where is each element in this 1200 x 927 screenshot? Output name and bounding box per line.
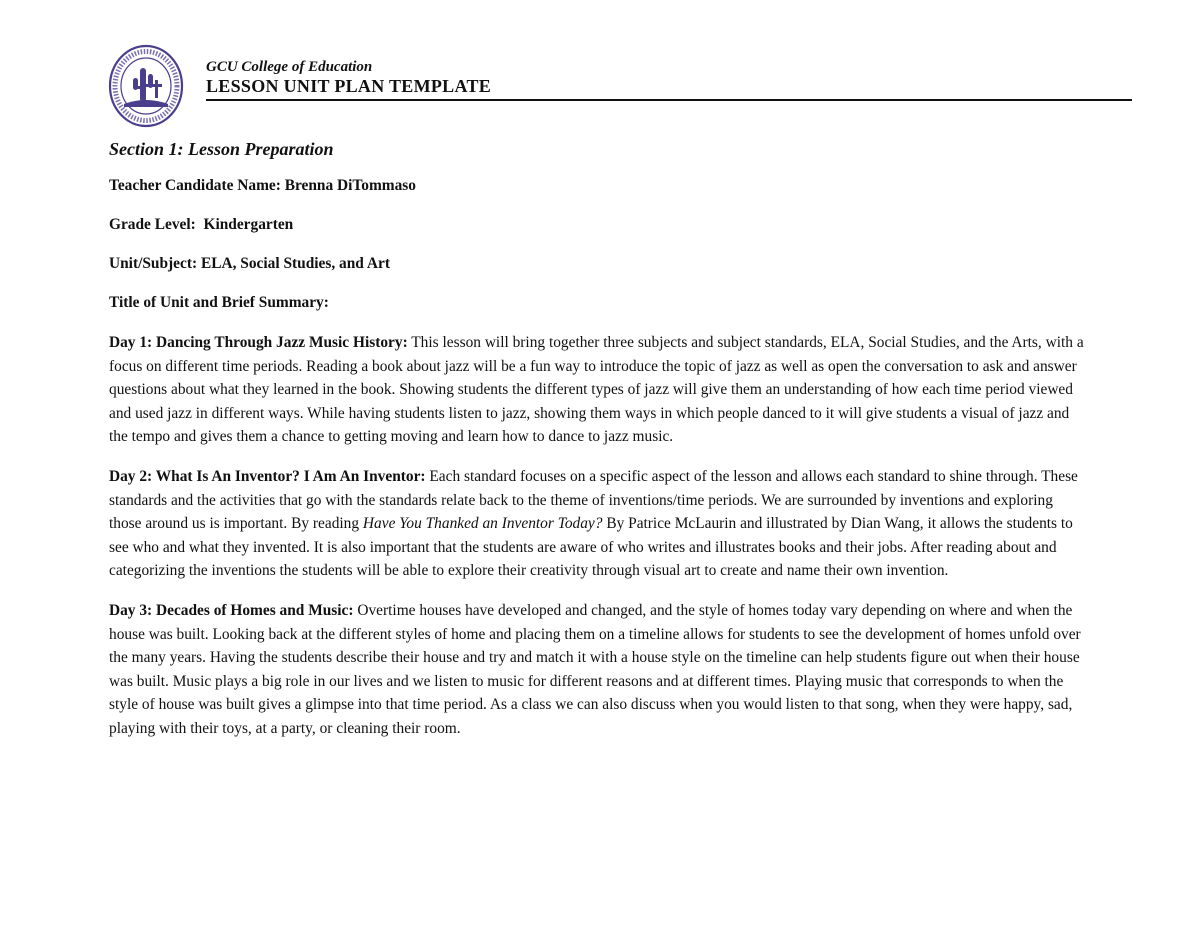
unit-title-label: Title of Unit and Brief Summary:	[109, 294, 329, 311]
teacher-name-label: Teacher Candidate Name:	[109, 177, 281, 194]
day-1-heading: Day 1: Dancing Through Jazz Music History:	[109, 334, 408, 351]
day-2-text-after: By Patrice McLaurin and illustrated by Dian Wang, it allows the students to see who and what they invented. It is also important that the students are aware of who writes and illustrates books and their jobs. After reading about and categorizing the inventions the students will be able to explore their creativity through visual art to create and name their own invention.	[109, 515, 1073, 580]
day-2-book-title: Have You Thanked an Inventor Today?	[362, 515, 603, 533]
day-2-text-before: Each standard focuses on a specific aspect of the lesson and allows each standard to shine through. These standards and the activities that go with the standards relate back to the theme of inventions/time periods. We are surrounded by inventions and exploring those around us is important. By reading	[109, 467, 1078, 533]
university-seal-icon	[108, 44, 184, 128]
template-title: LESSON UNIT PLAN TEMPLATE	[206, 76, 492, 96]
day-1-text: This lesson will bring together three subjects and subject standards, ELA, Social Studies, and the Arts, with a focus on different time periods. Reading a book about jazz will be a fun way to introduce the topic of jazz as well as open the conversation to ask and answer questions about what they learned in the book. Showing students the different types of jazz will give them an understanding of how each time period viewed and used jazz in different ways. While having students listen to jazz, showing them ways in which people danced to it will give students a visual of jazz and the tempo and gives them a chance to getting moving and learn how to dance to jazz music.	[109, 334, 1084, 446]
grade-level-label: Grade Level:	[109, 216, 196, 233]
day-2-heading: Day 2: What Is An Inventor? I Am An Inventor:	[109, 467, 426, 485]
day-3-summary	[109, 599, 1089, 741]
college-name: GCU College of Education	[206, 59, 373, 75]
unit-subject-value: ELA, Social Studies, and Art	[200, 255, 390, 272]
grade-level-value: Kindergarten	[203, 216, 294, 233]
teacher-name-field	[109, 175, 1089, 197]
unit-subject-field	[109, 253, 1089, 275]
day-1-summary	[109, 331, 1089, 449]
document-body	[109, 138, 1089, 757]
day-3-heading: Day 3: Decades of Homes and Music:	[109, 601, 354, 619]
teacher-name-value: Brenna DiTommaso	[284, 177, 416, 194]
day-2-summary	[109, 465, 1089, 583]
document-header	[206, 58, 491, 96]
grade-level-field	[109, 214, 1089, 236]
day-3-text: Overtime houses have developed and changed, and the style of homes today vary depending on where and when the house was built. Looking back at the different styles of home and placing them on a timeline allows for students to see the development of homes unfold over the many years. Having the students describe their house and try and match it with a house style on the timeline can help students figure out when their house was built. Music plays a big role in our lives and we listen to music for different reasons and at different times. Playing music that corresponds to when the style of house was built gives a glimpse into that time period. As a class we can also discuss when you would listen to that song, when they were happy, sad, playing with their toys, at a party, or cleaning their room.	[109, 601, 1081, 737]
header-divider	[206, 99, 1132, 101]
section-title: Section 1: Lesson Preparation	[109, 139, 334, 159]
unit-subject-label: Unit/Subject:	[109, 255, 198, 272]
